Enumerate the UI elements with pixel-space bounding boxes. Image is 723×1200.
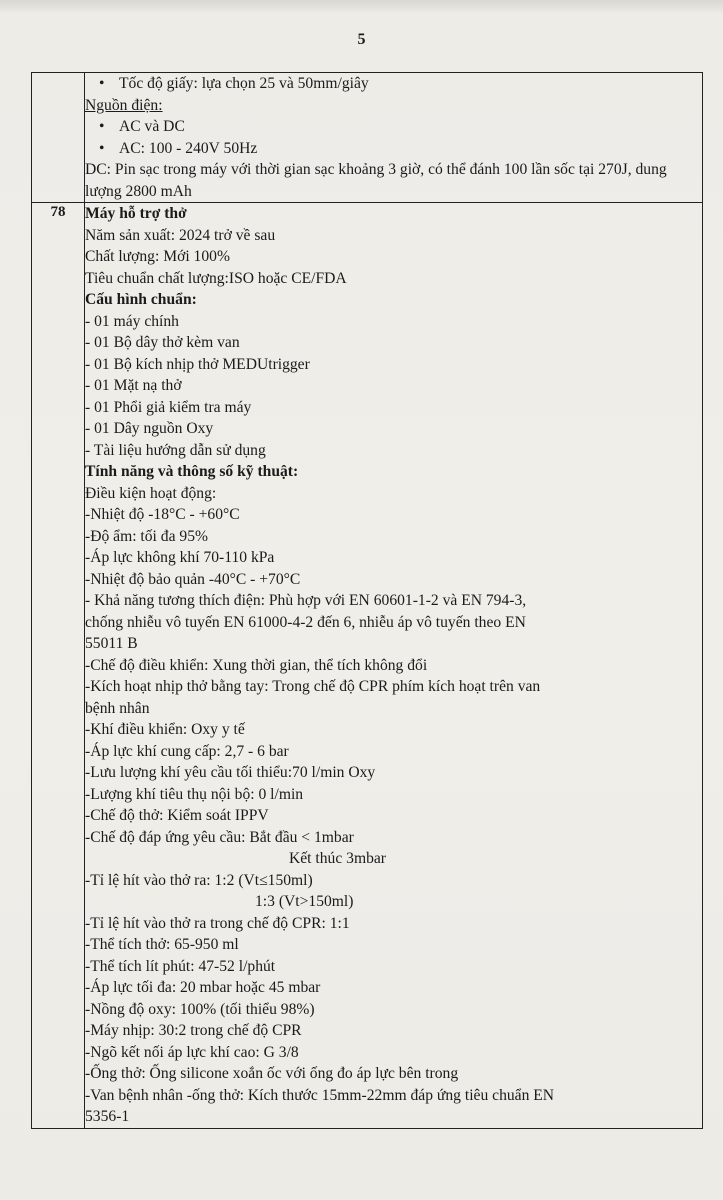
bullet-item: [85, 138, 702, 160]
text-line: -Áp lực tối đa: 20 mbar hoặc 45 mbar: [85, 979, 321, 996]
text-line: -Thể tích thở: 65-950 ml: [85, 936, 239, 953]
text-line: -Lưu lượng khí yêu cầu tối thiểu:70 l/min Oxy: [85, 764, 376, 781]
subheading: Nguồn điện:: [85, 96, 163, 114]
text-line: 5356-1: [85, 1108, 130, 1125]
table-row-78: [32, 203, 703, 1129]
row-number-cell: [32, 203, 85, 1129]
text-line: - 01 Bộ dây thở kèm van: [85, 334, 240, 351]
text-line: Chất lượng: Mới 100%: [85, 248, 230, 265]
bullet-dot-icon: •: [99, 118, 105, 135]
text-line: [85, 95, 702, 117]
text-line: Tiêu chuẩn chất lượng:ISO hoặc CE/FDA: [85, 269, 347, 287]
text-line: -Lượng khí tiêu thụ nội bộ: 0 l/min: [85, 785, 304, 803]
bullet-text: AC: 100 - 240V 50Hz: [119, 139, 258, 157]
text-line: - Tài liệu hướng dẫn sử dụng: [85, 441, 266, 459]
text-line: bệnh nhân: [85, 699, 150, 717]
text-line: Kết thúc 3mbar: [289, 850, 386, 867]
text-line: DC: Pin sạc trong máy với thời gian sạc khoảng 3 giờ, có thể đánh 100 lần sốc tại 270J, dung lượng 2800 mAh: [85, 161, 667, 200]
text-line: -Chế độ đáp ứng yêu cầu: Bắt đầu < 1mbar: [85, 828, 354, 846]
bullet-dot-icon: •: [99, 139, 105, 157]
page-number: 5: [357, 31, 366, 48]
text-line: -Ngõ kết nối áp lực khí cao: G 3/8: [85, 1043, 299, 1061]
text-line: - 01 máy chính: [85, 312, 179, 330]
text-line: -Độ ẩm: tối đa 95%: [85, 527, 208, 545]
text-line: -Thể tích lít phút: 47-52 l/phút: [85, 957, 276, 975]
text-line: -Nhiệt độ bảo quản -40°C - +70°C: [85, 570, 301, 588]
text-line: chống nhiễu vô tuyến EN 61000-4-2 đến 6, nhiễu áp vô tuyến theo EN: [85, 613, 526, 631]
text-line: -Nồng độ oxy: 100% (tối thiểu 98%): [85, 1000, 315, 1018]
section-heading: Máy hỗ trợ thở: [85, 205, 187, 222]
text-line: -Áp lực không khí 70-110 kPa: [85, 549, 275, 566]
table-row-continued: [32, 73, 703, 203]
row-number: 78: [50, 204, 66, 220]
text-line: - 01 Bộ kích nhịp thở MEDUtrigger: [85, 355, 310, 373]
text-line: - 01 Phổi giả kiểm tra máy: [85, 398, 252, 416]
text-line: - 01 Mặt nạ thở: [85, 377, 182, 394]
text-line: Năm sản xuất: 2024 trở về sau: [85, 226, 276, 244]
text-line: -Tỉ lệ hít vào thở ra trong chế độ CPR: 1:1: [85, 914, 350, 932]
spec-table: [31, 72, 703, 1129]
bullet-text: AC và DC: [119, 118, 185, 135]
text-line: -Chế độ điều khiển: Xung thời gian, thể tích không đổi: [85, 656, 428, 674]
text-line: -Chế độ thở: Kiểm soát IPPV: [85, 807, 269, 824]
section-heading: Tính năng và thông số kỹ thuật:: [85, 463, 299, 480]
text-line: -Máy nhịp: 30:2 trong chế độ CPR: [85, 1022, 302, 1039]
bullet-item: [85, 73, 702, 95]
text-line: -Nhiệt độ -18°C - +60°C: [85, 506, 240, 523]
row-content-continued: [85, 73, 703, 203]
text-line: -Khí điều khiển: Oxy y tế: [85, 721, 245, 738]
section-heading: Cấu hình chuẩn:: [85, 291, 197, 308]
text-line: -Kích hoạt nhịp thở bằng tay: Trong chế độ CPR phím kích hoạt trên van: [85, 678, 541, 695]
text-line: -Tỉ lệ hít vào thở ra: 1:2 (Vt≤150ml): [85, 871, 313, 889]
row-number-cell-empty: [32, 73, 85, 203]
text-line: -Van bệnh nhân -ống thở: Kích thước 15mm-22mm đáp ứng tiêu chuẩn EN: [85, 1086, 555, 1104]
text-line: Điều kiện hoạt động:: [85, 484, 217, 502]
scan-edge-shadow: [0, 0, 723, 14]
text-line: 1:3 (Vt>150ml): [255, 893, 354, 910]
bullet-dot-icon: •: [99, 75, 105, 92]
text-line: - Khả năng tương thích điện: Phù hợp với EN 60601-1-2 và EN 794-3,: [85, 592, 527, 609]
bullet-item: [85, 116, 702, 138]
text-line: -Ống thở: Ống silicone xoắn ốc với ống đo áp lực bên trong: [85, 1065, 459, 1082]
bullet-text: Tốc độ giấy: lựa chọn 25 và 50mm/giây: [119, 75, 369, 92]
text-line: -Áp lực khí cung cấp: 2,7 - 6 bar: [85, 742, 289, 760]
text-line: 55011 B: [85, 635, 138, 652]
row-content-78: [85, 203, 703, 1129]
text-line: - 01 Dây nguồn Oxy: [85, 420, 214, 437]
